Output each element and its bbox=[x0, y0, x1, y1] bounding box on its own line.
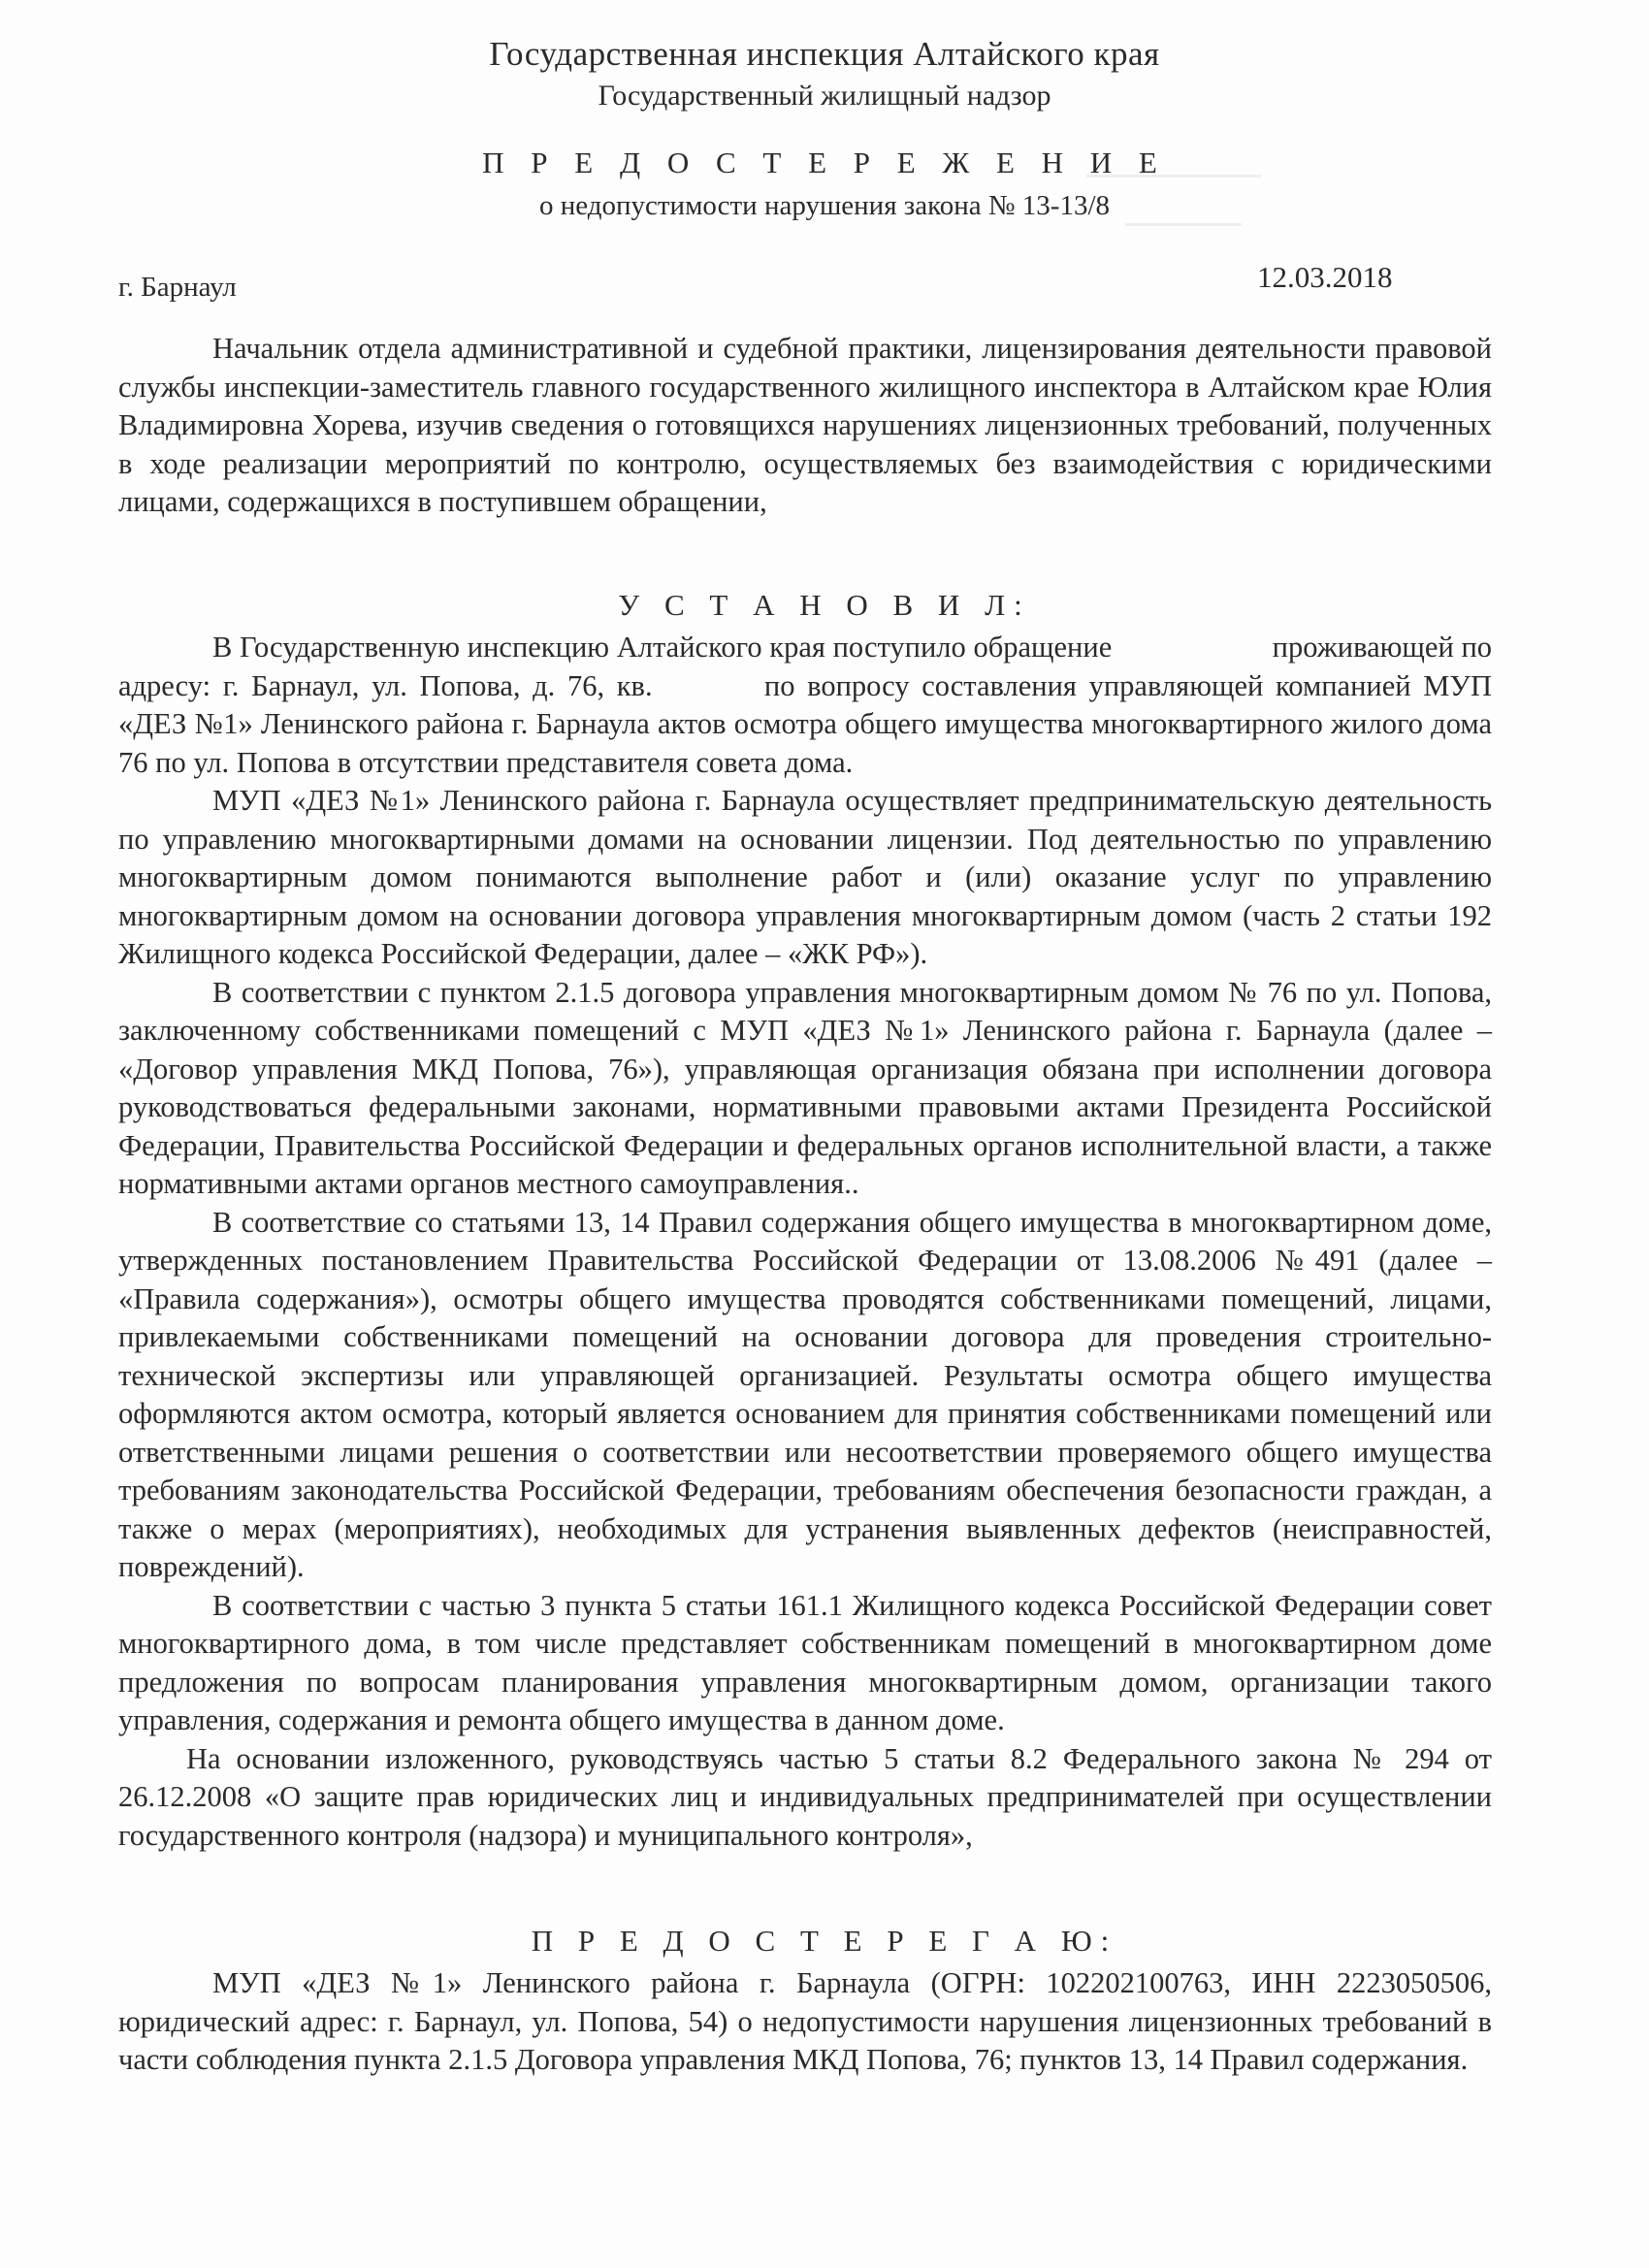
document-city: г. Барнаул bbox=[118, 272, 237, 303]
intro-section bbox=[118, 330, 1492, 522]
document-date: 12.03.2018 bbox=[1257, 260, 1393, 294]
scan-artifact bbox=[1125, 223, 1242, 226]
ustanovil-paragraph-4: В соответствие со статьями 13, 14 Правил содержания общего имущества в многоквартирном доме, утвержденных постановлением Правительства Российской Федерации от 13.08.2006 №491 (далее – «Правила содержания»), осмотры общего имущества проводятся собственниками помещений, лицами, привлекаемыми собственниками помещений на основании договора для проведения строительно-технической экспертизы или управляющей организацией. Результаты осмотра общего имущества оформляются актом осмотра, который является основанием для принятия собственниками помещений или ответственными лицами решения о соответствии или несоответствии проверяемого общего имущества требованиям законодательства Российской Федерации, требованиям обеспечения безопасности граждан, а также о мерах (мероприятиях), необходимых для устранения выявленных дефектов (неисправностей, повреждений). bbox=[118, 1205, 1492, 1583]
ustanovil-heading: У С Т А Н О В И Л: bbox=[618, 588, 1031, 622]
ustanovil-p1-part3: по вопросу составления управляющей компанией МУП «ДЕЗ №1» Ленинского района г. Барнаула актов осмотра общего имущества многоквартирного жилого дома 76 по ул. Попова в отсутствии представителя совета дома. bbox=[118, 668, 1492, 779]
organization-subdivision: Государственный жилищный надзор bbox=[598, 80, 1051, 112]
document-subtitle: о недопустимости нарушения закона № 13-13/8 bbox=[538, 190, 1111, 221]
intro-paragraph: Начальник отдела административной и судебной практики, лицензирования деятельности правовой службы инспекции-заместитель главного государственного жилищного инспектора в Алтайском крае Юлия Владимировна Хорева, изучив сведения о готовящихся нарушениях лицензионных требований, полученных в ходе реализации мероприятий по контролю, осуществляемых без взаимодействия с юридическими лицами, содержащихся в поступившем обращении, bbox=[118, 332, 1492, 518]
ustanovil-paragraph-3: В соответствии с пунктом 2.1.5 договора управления многоквартирным домом № 76 по ул. Попова, заключенному собственниками помещений с МУП «ДЕЗ №1» Ленинского района г. Барнаула (далее – «Договор управления МКД Попова, 76»), управляющая организация обязана при исполнении договора руководствоваться федеральными законами, нормативными правовыми актами Президента Российской Федерации, Правительства Российской Федерации и федеральных органов исполнительной власти, а также нормативными актами органов местного самоуправления.. bbox=[118, 975, 1492, 1200]
predosteregayu-paragraph: МУП «ДЕЗ №1» Ленинского района г. Барнаула (ОГРН: 102202100763, ИНН 2223050506, юридический адрес: г. Барнаул, ул. Попова, 54) о недопустимости нарушения лицензионных требований в части соблюдения пункта 2.1.5 Договора управления МКД Попова, 76; пунктов 13, 14 Правил содержания. bbox=[118, 1966, 1492, 2076]
organization-name: Государственная инспекция Алтайского края bbox=[489, 35, 1160, 73]
ustanovil-paragraph-6: На основании изложенного, руководствуясь частью 5 статьи 8.2 Федерального закона № 294 от 26.12.2008 «О защите прав юридических лиц и индивидуальных предпринимателей при осуществлении государственного контроля (надзора) и муниципального контроля», bbox=[118, 1741, 1492, 1852]
ustanovil-p1-part1: В Государственную инспекцию Алтайского края поступило обращение bbox=[212, 631, 1113, 664]
ustanovil-section bbox=[118, 629, 1492, 1855]
ustanovil-paragraph-2: МУП «ДЕЗ №1» Ленинского района г. Барнаула осуществляет предпринимательскую деятельность по управлению многоквартирными домами на основании лицензии. Под деятельностью по управлению многоквартирным домом понимаются выполнение работ и (или) оказание услуг по управлению многоквартирным домом на основании договора управления многоквартирным домом (часть 2 статьи 192 Жилищного кодекса Российской Федерации, далее – «ЖК РФ»). bbox=[118, 784, 1492, 970]
document-title: П Р Е Д О С Т Е Р Е Ж Е Н И Е bbox=[482, 146, 1167, 179]
ustanovil-paragraph-1 bbox=[118, 629, 1492, 782]
ustanovil-paragraph-5: В соответствии с частью 3 пункта 5 статьи 161.1 Жилищного кодекса Российской Федерации совет многоквартирного дома, в том числе представляет собственникам помещений в многоквартирном доме предложения по вопросам планирования управления многоквартирным домом, организации такого управления, содержания и ремонта общего имущества в данном доме. bbox=[118, 1588, 1492, 1736]
ustanovil-p1-part2: проживающей по адресу: г. Барнаул, ул. Попова, д. 76, кв. bbox=[118, 631, 1493, 702]
predosteregayu-heading: П Р Е Д О С Т Е Р Е Г А Ю: bbox=[531, 1924, 1118, 1958]
predosteregayu-section bbox=[118, 1964, 1492, 2080]
